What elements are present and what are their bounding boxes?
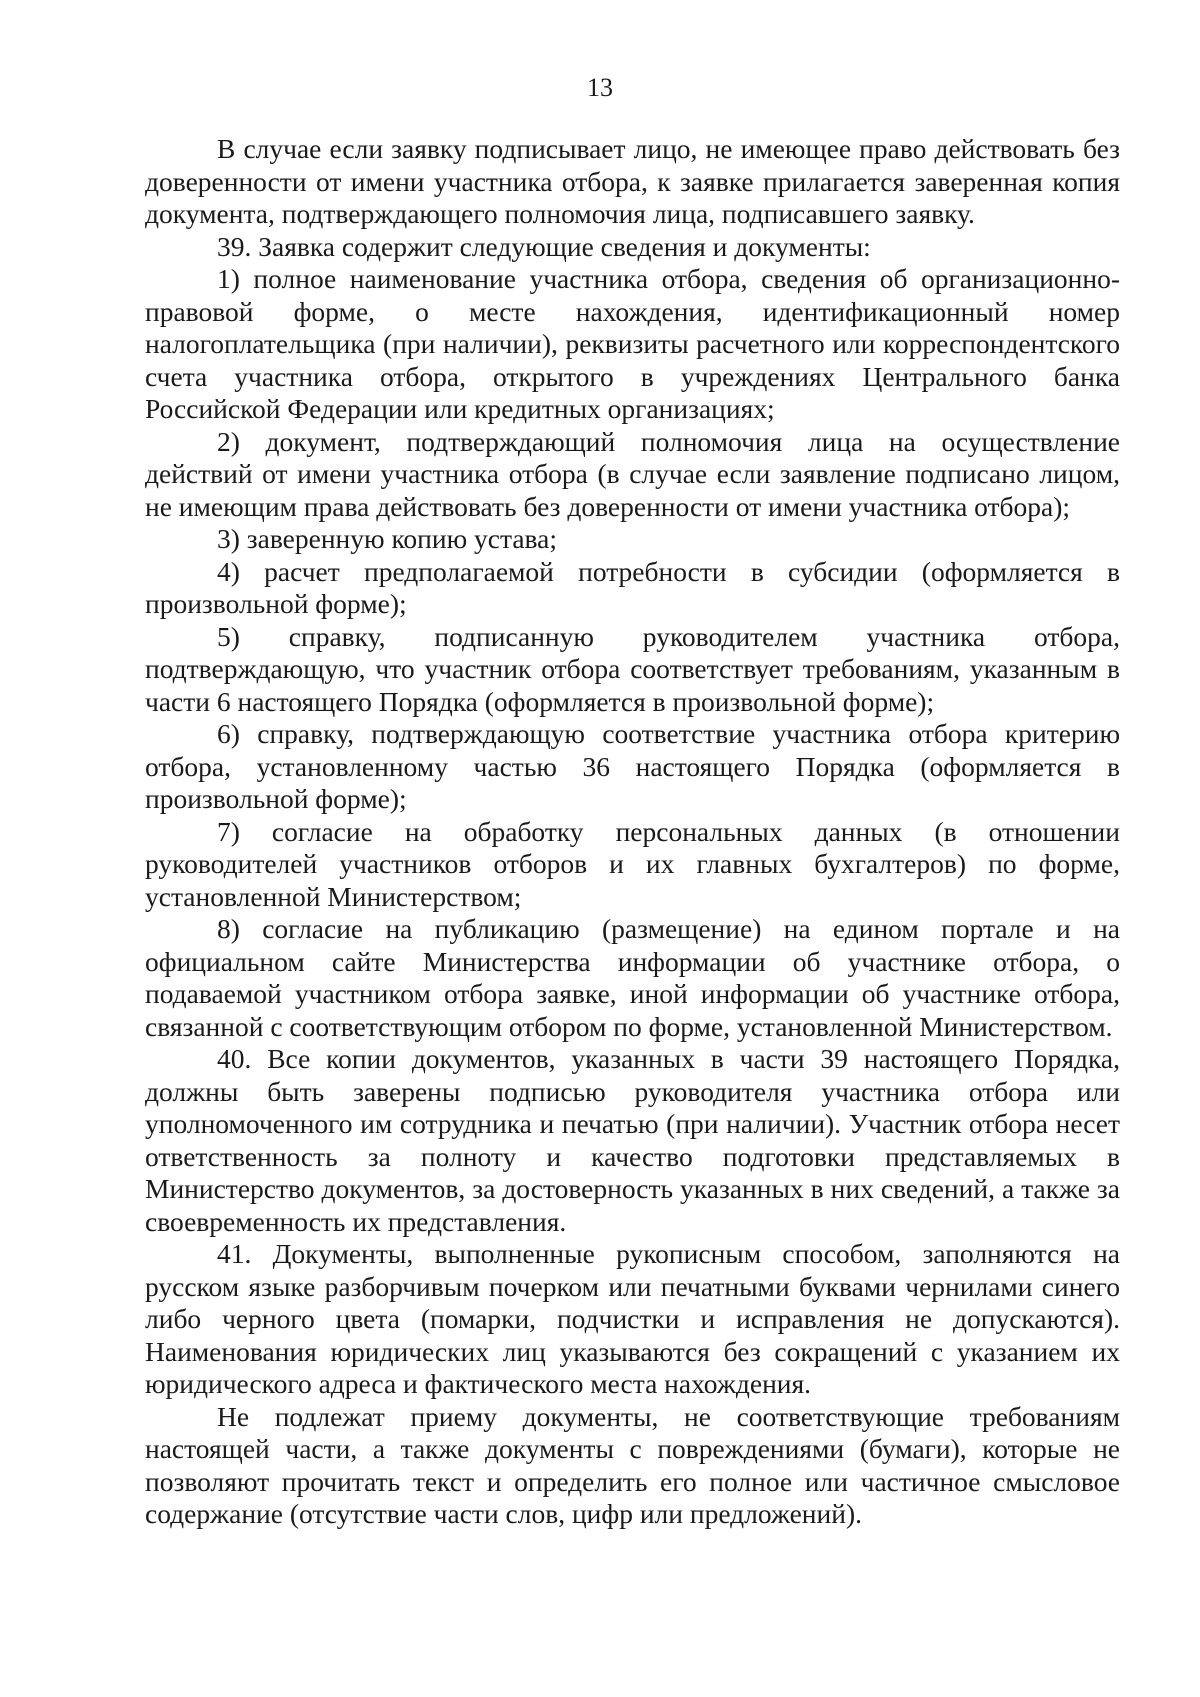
paragraph-40: 40. Все копии документов, указанных в части 39 настоящего Порядка, должны быть заверены подписью руководителя участника отбора или уполномоченного им сотрудника и печатью (при наличии). Участник отбора несет ответственность за полноту и качество подготовки представляемых в Министерство документов, за достоверность указанных в них сведений, а также за своевременность их представления. <box>145 1043 1120 1237</box>
list-item-39-8: 8) согласие на публикацию (размещение) на едином портале и на официальном сайте Министерства информации об участнике отбора, о подаваемой участником отбора заявке, иной информации об участнике отбора, связанной с соответствующим отбором по форме, установленной Министерством. <box>145 913 1120 1042</box>
paragraph-signature-note: В случае если заявку подписывает лицо, не имеющее право действовать без доверенности от имени участника отбора, к заявке прилагается заверенная копия документа, подтверждающего полномочия лица, подписавшего заявку. <box>145 133 1120 229</box>
paragraph-39-intro: 39. Заявка содержит следующие сведения и документы: <box>217 230 871 262</box>
page-number: 13 <box>587 73 613 102</box>
paragraph-41: 41. Документы, выполненные рукописным способом, заполняются на русском языке разборчивым почерком или печатными буквами чернилами синего либо черного цвета (помарки, подчистки и исправления не допускаются). Наименования юридических лиц указываются без сокращений с указанием их юридического адреса и фактического места нахождения. <box>145 1238 1120 1399</box>
list-item-39-6: 6) справку, подтверждающую соответствие участника отбора критерию отбора, установленному частью 36 настоящего Порядка (оформляется в произвольной форме); <box>145 718 1120 814</box>
document-body <box>145 133 1120 1531</box>
list-item-39-3: 3) заверенную копию устава; <box>217 523 557 554</box>
list-item-39-5: 5) справку, подписанную руководителем участника отбора, подтверждающую, что участник отбора соответствует требованиям, указанным в части 6 настоящего Порядка (оформляется в произвольной форме); <box>145 620 1120 717</box>
list-item-39-4: 4) расчет предполагаемой потребности в субсидии (оформляется в произвольной форме); <box>145 555 1120 619</box>
list-item-39-7: 7) согласие на обработку персональных данных (в отношении руководителей участников отборов и их главных бухгалтеров) по форме, установленной Министерством; <box>145 815 1120 912</box>
list-item-39-2: 2) документ, подтверждающий полномочия лица на осуществление действий от имени участника отбора (в случае если заявление подписано лицом, не имеющим права действовать без доверенности от имени участника отбора); <box>145 425 1120 522</box>
list-item-39-1: 1) полное наименование участника отбора, сведения об организационно-правовой форме, о месте нахождения, идентификационный номер налогоплательщика (при наличии), реквизиты расчетного или корреспондентского счета участника отбора, открытого в учреждениях Центрального банка Российской Федерации или кредитных организациях; <box>145 263 1120 424</box>
paragraph-rejection: Не подлежат приему документы, не соответствующие требованиям настоящей части, а также документы с повреждениями (бумаги), которые не позволяют прочитать текст и определить его полное или частичное смысловое содержание (отсутствие части слов, цифр или предложений). <box>145 1400 1120 1529</box>
